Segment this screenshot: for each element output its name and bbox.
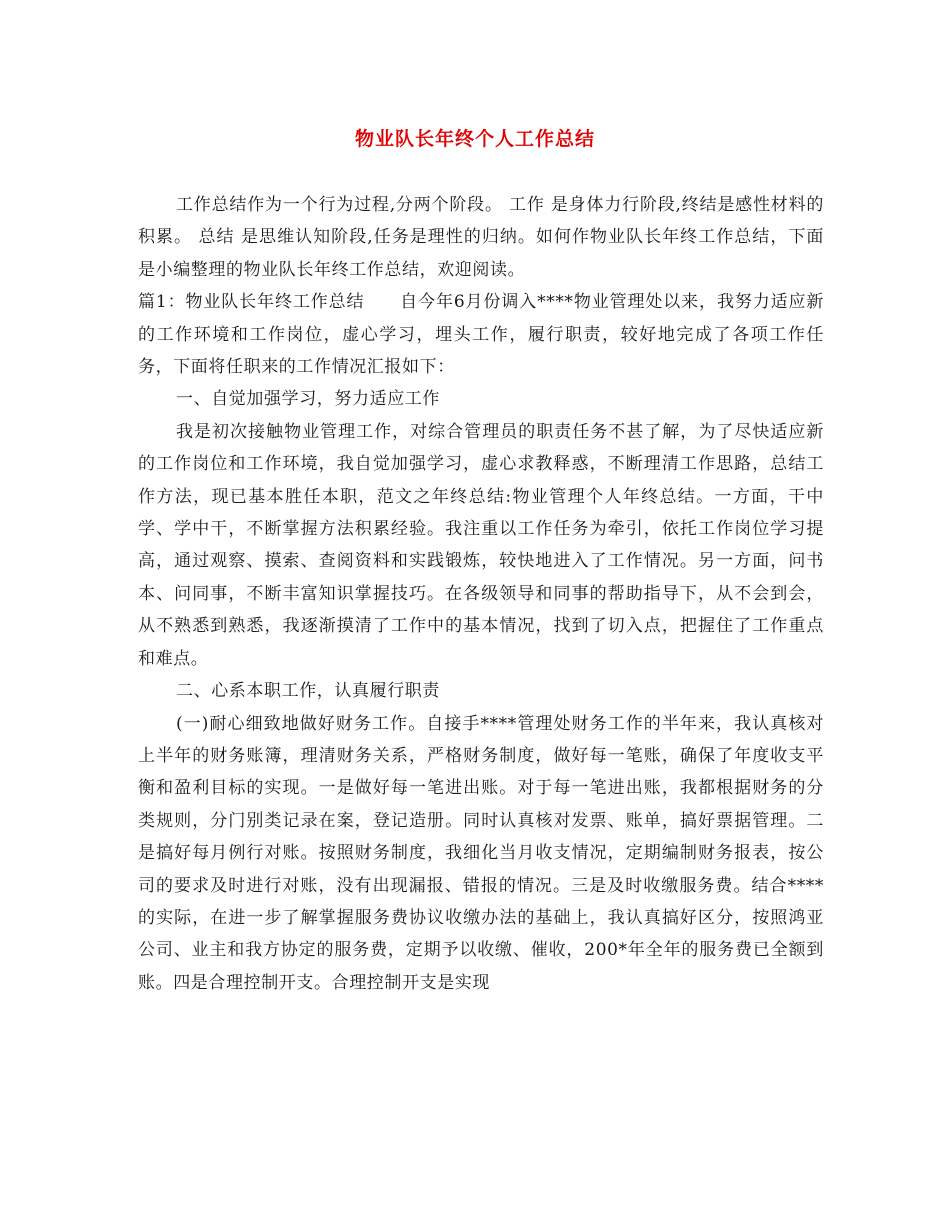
paragraph-part-1-heading: 篇1：物业队长年终工作总结 自今年6月份调入****物业管理处以来，我努力适应新的工作环境和工作岗位，虚心学习，埋头工作，履行职责，较好地完成了各项工作任务，下面将任职来的工作情况汇报如下： (138, 292, 824, 378)
paragraph-finance: (一)耐心细致地做好财务工作。自接手****管理处财务工作的半年来，我认真核对上半年的财务账簿，理清财务关系，严格财务制度，做好每一笔账，确保了年度收支平衡和盈利目标的实现。一是做好每一笔进出账。对于每一笔进出账，我都根据财务的分类规则，分门别类记录在案，登记造册。同时认真核对发票、账单，搞好票据管理。二是搞好每月例行对账。按照财务制度，我细化当月收支情况，定期编制财务报表，按公司的要求及时进行对账，没有出现漏报、错报的情况。三是及时收缴服务费。结合****的实际，在进一步了解掌握服务费协议收缴办法的基础上，我认真搞好区分，按照鸿亚公司、业主和我方协定的服务费，定期予以收缴、催收，200*年全年的服务费已全额到账。四是合理控制开支。合理控制开支是实现 (138, 713, 824, 993)
document-title: 物业队长年终个人工作总结 (354, 128, 595, 150)
section-heading-duties: 二、心系本职工作，认真履行职责 (176, 681, 440, 702)
document-body (138, 189, 824, 999)
paragraph-study: 我是初次接触物业管理工作，对综合管理员的职责任务不甚了解，为了尽快适应新的工作岗位和工作环境，我自觉加强学习，虚心求教释惑，不断理清工作思路，总结工作方法，现已基本胜任本职，范文之年终总结:物业管理个人年终总结。一方面，干中学、学中干，不断掌握方法积累经验。我注重以工作任务为牵引，依托工作岗位学习提高，通过观察、摸索、查阅资料和实践锻炼，较快地进入了工作情况。另一方面，问书本、问同事，不断丰富知识掌握技巧。在各级领导和同事的帮助指导下，从不会到会，从不熟悉到熟悉，我逐渐摸清了工作中的基本情况，找到了切入点，把握住了工作重点和难点。 (138, 421, 824, 669)
section-heading-study: 一、自觉加强学习，努力适应工作 (176, 389, 440, 410)
paragraph-intro: 工作总结作为一个行为过程,分两个阶段。 工作 是身体力行阶段,终结是感性材料的积累。 总结 是思维认知阶段,任务是理性的归纳。如何作物业队长年终工作总结，下面是小编整理的物业队长年终工作总结，欢迎阅读。 (138, 195, 824, 280)
